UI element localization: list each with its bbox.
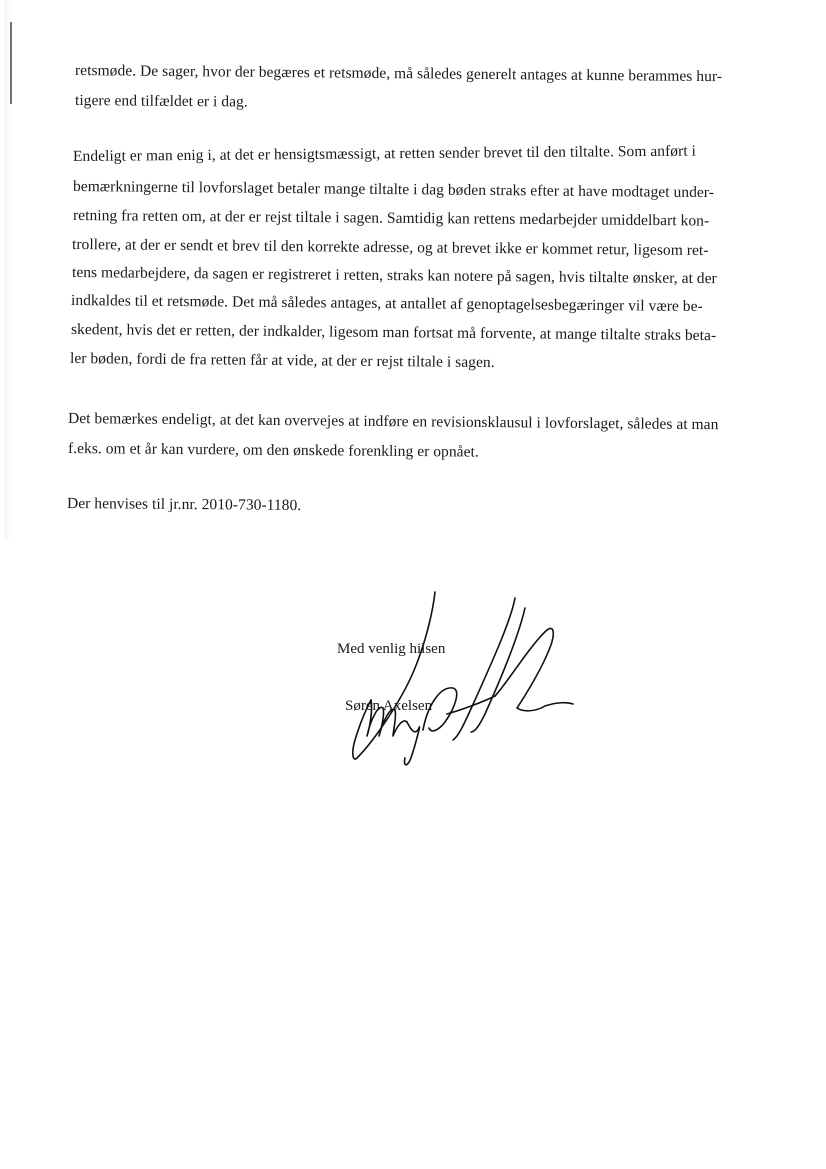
paragraph-2-line-7: skedent, hvis det er retten, der indkalder, ligesom man fortsat må forvente, at mange tiltalte straks beta- — [70, 321, 717, 345]
paragraph-2-line-4: trollere, at der er sendt et brev til den korrekte adresse, og at brevet ikke er kommet retur, ligesom ret- — [71, 236, 709, 260]
handwritten-signature — [335, 590, 585, 770]
paragraph-2-line-6: indkaldes til et retsmøde. Det må således antages, at antallet af genoptagelsesbegæringer vil være be- — [70, 292, 703, 316]
paragraph-2-line-3: retning fra retten om, at der er rejst tiltale i sagen. Samtidig kan rettens medarbejder umiddelbart kon- — [72, 207, 710, 230]
paragraph-1-line-2: tigere end tilfældet er i dag. — [74, 92, 248, 111]
paragraph-3-line-1: Det bemærkes endeligt, at det kan overvejes at indføre en revisionsklausul i lovforslaget, således at man — [67, 410, 719, 434]
signatory-name: Søren Axelsen — [345, 698, 433, 714]
paragraph-2-line-1: Endeligt er man enig i, at det er hensigtsmæssigt, at retten sender brevet til den tiltalte. Som anført i — [72, 142, 696, 165]
paragraph-3-line-2: f.eks. om et år kan vurdere, om den ønskede forenkling er opnået. — [67, 440, 479, 461]
closing-greeting: Med venlig hilsen — [337, 641, 446, 657]
paragraph-2-line-2: bemærkningerne til lovforslaget betaler mange tiltalte i dag bøden straks efter at have modtaget under- — [72, 178, 715, 202]
paragraph-2-line-5: tens medarbejdere, da sagen er registreret i retten, straks kan notere på sagen, hvis tiltalte ønsker, at der — [71, 264, 717, 288]
scan-edge-mark — [10, 22, 12, 104]
paragraph-4-line-1: Der henvises til jr.nr. 2010-730-1180. — [66, 495, 302, 515]
paragraph-2-line-8: ler bøden, fordi de fra retten får at vide, at der er rejst tiltale i sagen. — [69, 350, 495, 372]
paragraph-1-line-1: retsmøde. De sager, hvor der begæres et retsmøde, må således generelt antages at kunne berammes hur- — [74, 62, 723, 86]
